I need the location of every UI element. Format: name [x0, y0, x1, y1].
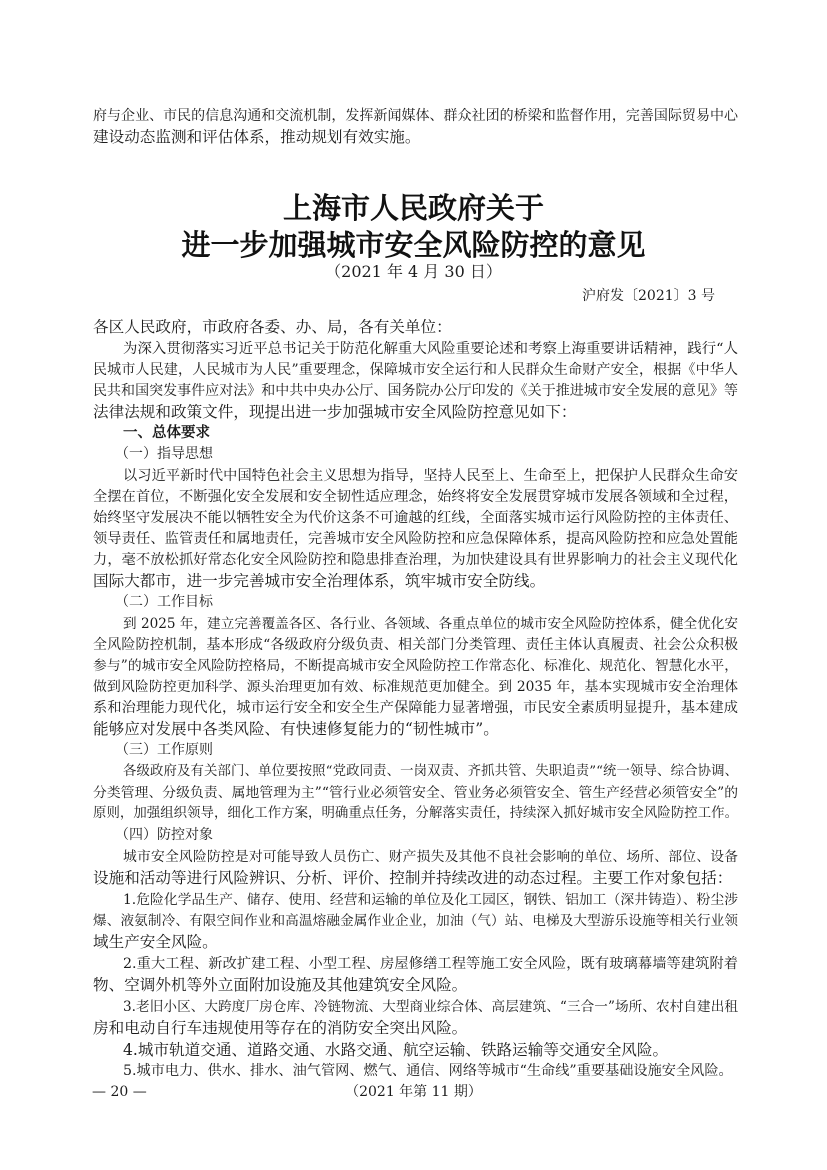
page-number: — 20 —: [92, 1084, 147, 1100]
list-item-line: 5.城市电力、供水、排水、油气管网、燃气、通信、网络等城市“生命线”重要基础设施安全风险。: [123, 1063, 733, 1079]
paragraph-line: 领导责任、监管责任和属地责任，完善城市安全风险防控和应急保障体系，提高风险防控和应急处置能: [93, 531, 738, 547]
list-item-line: 房和电动自行车违规使用等存在的消防安全突出风险。: [93, 1019, 468, 1037]
document-date: （2021 年 4 月 30 日）: [325, 262, 502, 281]
paragraph-line: 分类管理、分级负责、属地管理为主”“管行业必须管安全、管业务必须管安全、管生产经营必须管安全”的: [93, 785, 738, 801]
paragraph-line: 全风险防控机制，基本形成“各级政府分级负责、相关部门分类管理、责任主体认真履责、社会公众积极: [93, 637, 738, 653]
document-title-line2: 进一步加强城市安全风险防控的意见: [181, 228, 646, 262]
paragraph-line: 各级政府及有关部门、单位要按照“党政同责、一岗双责、齐抓共管、失职追责”“统一领导、综合协调、: [123, 764, 738, 779]
intro-line: 为深入贯彻落实习近平总书记关于防范化解重大风险重要论述和考察上海重要讲话精神，践行“人: [123, 341, 738, 357]
paragraph-line: 力，毫不放松抓好常态化安全风险防控和隐患排查治理，为加快建设具有世界影响力的社会主义现代化: [93, 552, 738, 568]
paragraph-line: 设施和活动等进行风险辨识、分析、评价、控制并持续改进的动态过程。主要工作对象包括：: [93, 869, 733, 887]
intro-line: 民城市人民建，人民城市为人民”重要理念，保障城市安全运行和人民群众生命财产安全，根据《中华人: [93, 362, 738, 378]
list-item-line: 1.危险化学品生产、储存、使用、经营和运输的单位及化工园区，钢铁、铝加工（深井铸造）、粉尘涉: [123, 892, 738, 908]
intro-line: 法律法规和政策文件，现提出进一步加强城市安全风险防控意见如下：: [93, 403, 577, 421]
paragraph-line: 做到风险防控更加科学、源头治理更加有效、标准规范更加健全。到 2035 年，基本实现城市安全治理体: [93, 679, 738, 695]
subsection-heading: （四）防控对象: [115, 827, 213, 843]
paragraph-line: 以习近平新时代中国特色社会主义思想为指导，坚持人民至上、生命至上，把保护人民群众生命安: [123, 468, 738, 484]
list-item-line: 域生产安全风险。: [93, 933, 218, 951]
subsection-heading: （二）工作目标: [115, 594, 213, 610]
section-heading: 一、总体要求: [123, 425, 210, 441]
subsection-heading: （一）指导思想: [115, 446, 213, 462]
paragraph-line: 全摆在首位，不断强化安全发展和安全韧性适应理念，始终将安全发展贯穿城市发展各领域和全过程，: [93, 489, 738, 505]
subsection-heading: （三）工作原则: [115, 742, 213, 758]
paragraph-line: 国际大都市，进一步完善城市安全治理体系，筑牢城市安全防线。: [93, 572, 546, 590]
intro-line: 民共和国突发事件应对法》和中共中央办公厅、国务院办公厅印发的《关于推进城市安全发展的意见》等: [93, 383, 738, 399]
list-item-line: 物、空调外机等外立面附加设施及其他建筑安全风险。: [93, 976, 468, 994]
paragraph-line: 参与”的城市安全风险防控格局，不断提高城市安全风险防控工作常态化、标准化、规范化、智慧化水平，: [93, 658, 738, 674]
continuation-line: 府与企业、市民的信息沟通和交流机制，发挥新闻媒体、群众社团的桥梁和监督作用，完善国际贸易中心: [93, 108, 738, 124]
list-item-line: 3.老旧小区、大跨度厂房仓库、冷链物流、大型商业综合体、高层建筑、“三合一”场所、农村自建出租: [123, 999, 738, 1015]
list-item-line: 2.重大工程、新改扩建工程、小型工程、房屋修缮工程等施工安全风险，既有玻璃幕墙等建筑附着: [123, 956, 738, 972]
issue-label: （2021 年第 11 期）: [345, 1084, 482, 1100]
paragraph-line: 能够应对发展中各类风险、有快速修复能力的“韧性城市”。: [93, 720, 499, 738]
paragraph-line: 城市安全风险防控是对可能导致人员伤亡、财产损失及其他不良社会影响的单位、场所、部位、设备: [123, 849, 738, 865]
paragraph-line: 原则，加强组织领导，细化工作方案，明确重点任务，分解落实责任，持续深入抓好城市安全风险防控工作。: [93, 806, 738, 821]
document-number: 沪府发〔2021〕3 号: [582, 288, 715, 304]
addressee: 各区人民政府，市政府各委、办、局，各有关单位：: [93, 318, 452, 336]
list-item-line: 4.城市轨道交通、道路交通、水路交通、航空运输、铁路运输等交通安全风险。: [123, 1041, 669, 1059]
paragraph-line: 到 2025 年，建立完善覆盖各区、各行业、各领域、各重点单位的城市安全风险防控体系，健全优化安: [123, 616, 738, 632]
document-title-line1: 上海市人民政府关于: [282, 191, 544, 225]
continuation-line: 建设动态监测和评估体系，推动规划有效实施。: [93, 128, 421, 146]
paragraph-line: 系和治理能力现代化，城市运行安全和安全生产保障能力显著增强，市民安全素质明显提升，基本建成: [93, 700, 738, 716]
paragraph-line: 始终坚守发展决不能以牺牲安全为代价这条不可逾越的红线，全面落实城市运行风险防控的主体责任、: [93, 510, 738, 526]
list-item-line: 爆、液氨制冷、有限空间作业和高温熔融金属作业企业，加油（气）站、电梯及大型游乐设施等相关行业领: [93, 913, 738, 929]
